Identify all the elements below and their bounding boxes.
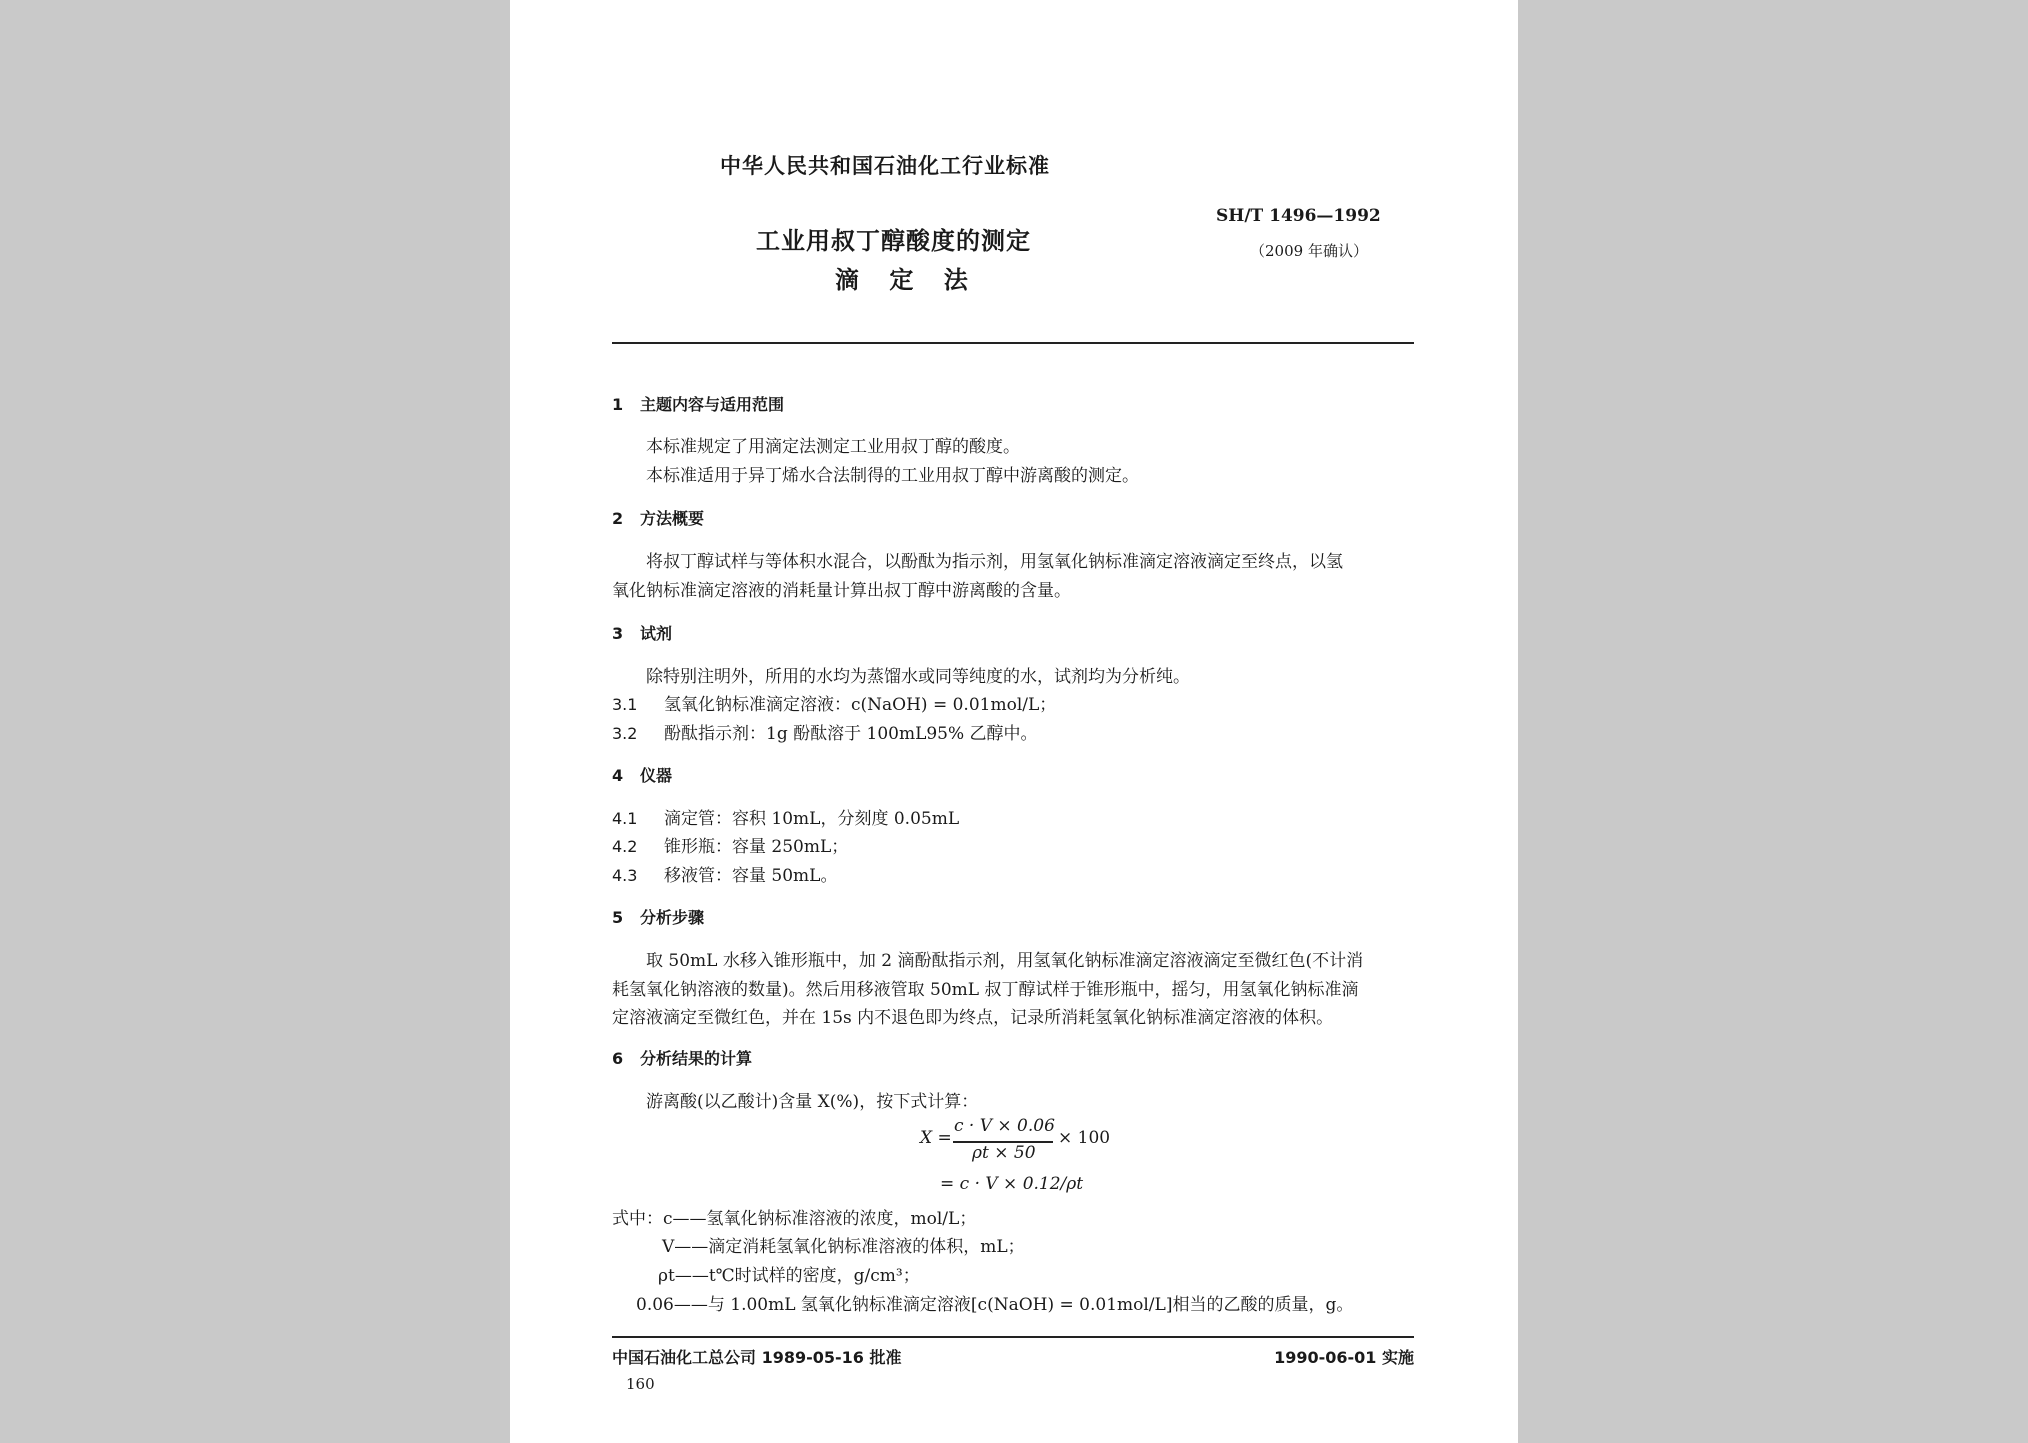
list-item: [612, 804, 959, 829]
definition-v: V——滴定消耗氢氧化钠标准溶液的体积，mL；: [662, 1237, 1025, 1257]
list-item: [612, 719, 1038, 744]
definition-c: 式中：c——氢氧化钠标准溶液的浓度，mol/L；: [612, 1209, 977, 1229]
list-item: [612, 832, 848, 857]
section-6-heading: [612, 1046, 752, 1069]
section-number: 6: [612, 1049, 624, 1068]
paragraph: 取 50mL 水移入锥形瓶中，加 2 滴酚酞指示剂，用氢氧化钠标准滴定溶液滴定至微红色(不计消: [646, 951, 1364, 971]
implementation-date: 1990-06-01 实施: [1274, 1348, 1414, 1367]
section-3-heading: [612, 621, 672, 644]
document-page: [510, 0, 1518, 1443]
section-number: 5: [612, 908, 624, 927]
section-number: 3: [612, 624, 624, 643]
definition-rho: ρt——t℃时试样的密度，g/cm³；: [658, 1266, 920, 1286]
item-text: 酚酞指示剂：1g 酚酞溶于 100mL95% 乙醇中。: [664, 724, 1038, 744]
section-title: 分析步骤: [640, 908, 705, 927]
document-title: 工业用叔丁醇酸度的测定: [756, 227, 1031, 255]
paragraph: 本标准规定了用滴定法测定工业用叔丁醇的酸度。: [646, 437, 1020, 457]
item-text: 移液管：容量 50mL。: [664, 866, 838, 886]
document-subtitle: 滴 定 法: [835, 266, 968, 294]
paragraph: 氧化钠标准滴定溶液的消耗量计算出叔丁醇中游离酸的含量。: [612, 581, 1071, 601]
organization-header: 中华人民共和国石油化工行业标准: [720, 154, 1050, 178]
page-number: 160: [626, 1375, 655, 1393]
section-5-heading: [612, 905, 704, 928]
section-4-heading: [612, 763, 672, 786]
footer-rule: [612, 1336, 1414, 1338]
section-number: 2: [612, 509, 624, 528]
header-rule: [612, 342, 1414, 344]
section-title: 主题内容与适用范围: [640, 395, 785, 414]
formula-simplified: = c · V × 0.12/ρt: [940, 1174, 1084, 1194]
paragraph: 将叔丁醇试样与等体积水混合，以酚酞为指示剂，用氢氧化钠标准滴定溶液滴定至终点，以氢: [646, 552, 1343, 572]
approval-info: 中国石油化工总公司 1989-05-16 批准: [612, 1348, 902, 1367]
item-text: 锥形瓶：容量 250mL；: [664, 837, 849, 857]
section-title: 分析结果的计算: [640, 1049, 753, 1068]
formula-multiplier: × 100: [1058, 1128, 1111, 1148]
list-item: [612, 690, 1056, 715]
section-title: 仪器: [640, 766, 673, 785]
item-number: 4.1: [612, 809, 638, 828]
section-2-heading: [612, 506, 704, 529]
item-number: 4.3: [612, 866, 638, 885]
section-title: 试剂: [640, 624, 673, 643]
section-number: 1: [612, 395, 624, 414]
definition-coefficient: 0.06——与 1.00mL 氢氧化钠标准滴定溶液[c(NaOH) = 0.01mol/L]相当的乙酸的质量，g。: [636, 1295, 1354, 1315]
section-1-heading: [612, 392, 784, 415]
item-number: 3.1: [612, 695, 638, 714]
item-text: 氢氧化钠标准滴定溶液：c(NaOH) = 0.01mol/L；: [664, 695, 1057, 715]
paragraph: 定溶液滴定至微红色，并在 15s 内不退色即为终点，记录所消耗氢氧化钠标准滴定溶液的体积。: [612, 1008, 1334, 1028]
section-title: 方法概要: [640, 509, 705, 528]
item-number: 3.2: [612, 724, 638, 743]
standard-code: SH/T 1496—1992: [1216, 206, 1381, 226]
list-item: [612, 861, 837, 886]
formula-numerator: c · V × 0.06: [954, 1116, 1055, 1136]
paragraph: 游离酸(以乙酸计)含量 X(%)，按下式计算：: [646, 1092, 979, 1112]
confirmation-year: （2009 年确认）: [1250, 242, 1368, 260]
section-number: 4: [612, 766, 624, 785]
item-number: 4.2: [612, 837, 638, 856]
formula-lhs: X =: [920, 1128, 952, 1148]
formula-denominator: ρt × 50: [972, 1143, 1036, 1163]
item-text: 滴定管：容积 10mL，分刻度 0.05mL: [664, 809, 960, 829]
paragraph: 耗氢氧化钠溶液的数量)。然后用移液管取 50mL 叔丁醇试样于锥形瓶中，摇匀，用氢氧化钠标准滴: [612, 980, 1359, 1000]
paragraph: 除特别注明外，所用的水均为蒸馏水或同等纯度的水，试剂均为分析纯。: [646, 667, 1190, 687]
paragraph: 本标准适用于异丁烯水合法制得的工业用叔丁醇中游离酸的测定。: [646, 466, 1139, 486]
